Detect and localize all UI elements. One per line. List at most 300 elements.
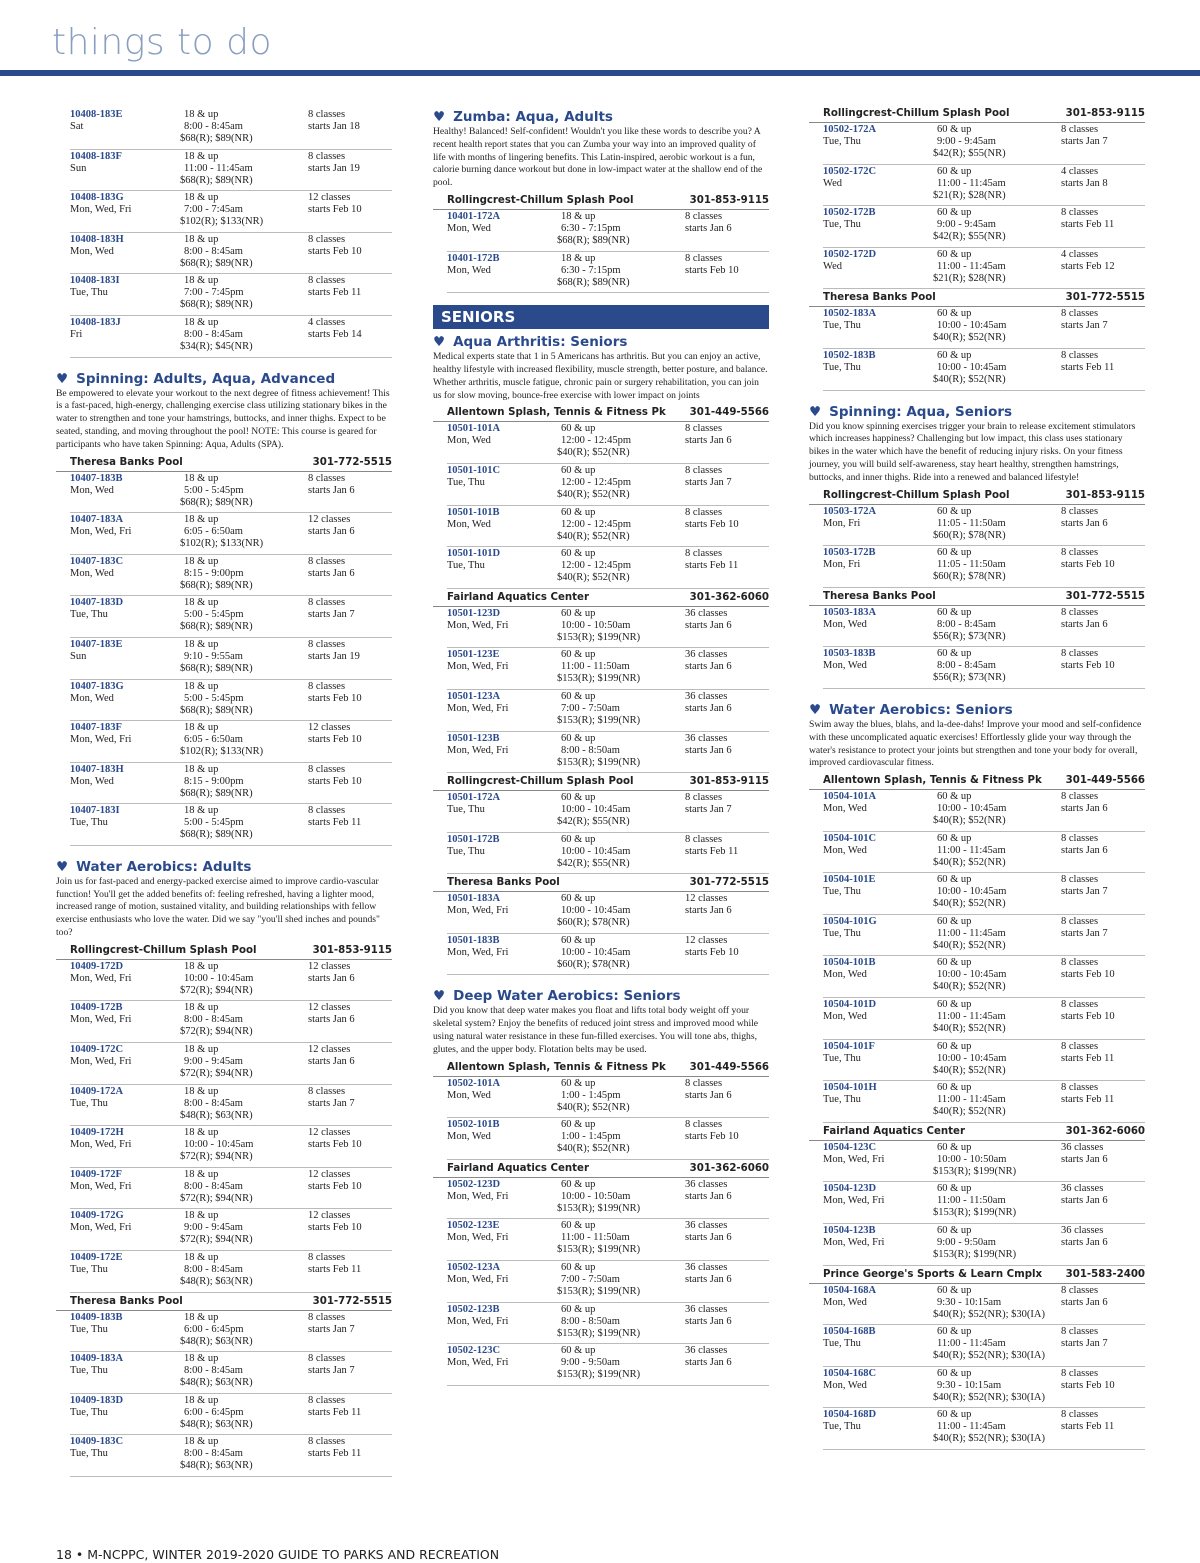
class-listing bbox=[823, 790, 1145, 832]
age-range: 18 & up bbox=[184, 233, 219, 245]
class-days: Tue, Thu bbox=[823, 1094, 861, 1106]
start-date: starts Jan 6 bbox=[1061, 844, 1108, 856]
start-date: starts Jan 19 bbox=[308, 162, 360, 174]
class-time: 9:30 - 10:15am bbox=[937, 1379, 1002, 1391]
class-listing bbox=[447, 1261, 769, 1303]
class-listing bbox=[823, 1325, 1145, 1367]
program-description: Join us for fast-paced and energy-packed exercise aimed to improve cardio-vascular function! You'll get the added benefits of: feeling refreshed, having a lighter mood, increased range of motion, sustained vitality, and building relationships with fellow exercise enthusiasts who love the water. Did we say "you'll shed inches and pounds" too? bbox=[56, 875, 380, 939]
class-time: 10:00 - 10:50am bbox=[561, 1190, 631, 1202]
class-count: 8 classes bbox=[308, 1085, 346, 1097]
course-code: 10502-123B bbox=[447, 1303, 500, 1315]
course-code: 10408-183I bbox=[70, 275, 120, 287]
class-count: 8 classes bbox=[308, 638, 346, 650]
program-title bbox=[433, 108, 769, 126]
course-code: 10407-183I bbox=[70, 805, 120, 817]
age-range: 18 & up bbox=[184, 1044, 219, 1056]
class-listing bbox=[447, 422, 769, 464]
class-days: Tue, Thu bbox=[823, 1052, 861, 1064]
start-date: starts Feb 10 bbox=[1061, 1011, 1115, 1023]
program-title-text: Water Aerobics: Seniors bbox=[829, 701, 1013, 718]
start-date: starts Feb 10 bbox=[1061, 1379, 1115, 1391]
program-title bbox=[433, 987, 769, 1005]
class-fee: $68(R); $89(NR) bbox=[180, 174, 253, 186]
course-code: 10502-101B bbox=[447, 1119, 500, 1131]
class-fee: $42(R); $55(NR) bbox=[557, 816, 630, 828]
class-fee: $68(R); $89(NR) bbox=[557, 234, 630, 246]
program-title-text: Aqua Arthritis: Seniors bbox=[453, 334, 628, 351]
age-range: 60 & up bbox=[937, 1225, 972, 1237]
age-range: 60 & up bbox=[561, 833, 596, 845]
class-listing bbox=[70, 804, 392, 846]
program-title bbox=[56, 858, 392, 876]
class-days: Mon, Wed bbox=[447, 518, 491, 530]
course-code: 10502-172D bbox=[823, 248, 877, 260]
start-date: starts Jan 6 bbox=[685, 702, 732, 714]
class-fee: $48(R); $63(NR) bbox=[180, 1335, 253, 1347]
class-listing bbox=[447, 210, 769, 252]
facility-name: Allentown Splash, Tennis & Fitness Pk bbox=[447, 1061, 666, 1073]
class-count: 8 classes bbox=[1061, 648, 1099, 660]
age-range: 18 & up bbox=[184, 1311, 219, 1323]
class-time: 6:00 - 6:45pm bbox=[184, 1323, 244, 1335]
class-days: Tue, Thu bbox=[823, 320, 861, 332]
class-fee: $42(R); $55(NR) bbox=[557, 857, 630, 869]
start-date: starts Feb 11 bbox=[1061, 1094, 1115, 1106]
start-date: starts Jan 7 bbox=[1061, 320, 1108, 332]
class-days: Mon, Fri bbox=[823, 559, 861, 571]
class-days: Mon, Wed, Fri bbox=[823, 1153, 885, 1165]
facility-name: Rollingcrest-Chillum Splash Pool bbox=[447, 194, 634, 206]
class-fee: $68(R); $89(NR) bbox=[180, 133, 253, 144]
class-listing bbox=[70, 1001, 392, 1043]
class-listing bbox=[70, 191, 392, 233]
start-date: starts Jan 6 bbox=[1061, 517, 1108, 529]
class-fee: $40(R); $52(NR) bbox=[557, 530, 630, 542]
start-date: starts Feb 14 bbox=[308, 328, 362, 340]
age-range: 18 & up bbox=[184, 316, 219, 328]
class-time: 12:00 - 12:45pm bbox=[561, 518, 631, 530]
age-range: 60 & up bbox=[937, 248, 972, 260]
class-listing bbox=[447, 690, 769, 732]
course-code: 10502-172A bbox=[823, 124, 877, 135]
start-date: starts Feb 10 bbox=[685, 1131, 739, 1143]
start-date: starts Jan 7 bbox=[1061, 136, 1108, 147]
class-days: Mon, Wed, Fri bbox=[447, 619, 509, 631]
age-range: 60 & up bbox=[937, 915, 972, 927]
class-count: 4 classes bbox=[308, 316, 346, 328]
age-range: 60 & up bbox=[561, 423, 596, 435]
facility-name: Fairland Aquatics Center bbox=[447, 1162, 589, 1174]
class-count: 8 classes bbox=[1061, 874, 1099, 886]
class-listing bbox=[447, 607, 769, 649]
class-count: 8 classes bbox=[308, 1394, 346, 1406]
age-range: 18 & up bbox=[184, 638, 219, 650]
age-range: 18 & up bbox=[184, 1127, 219, 1139]
class-time: 8:00 - 8:50am bbox=[561, 744, 620, 756]
class-days: Mon, Wed bbox=[823, 1011, 867, 1023]
program-title-text: Water Aerobics: Adults bbox=[76, 858, 252, 875]
class-fee: $153(R); $199(NR) bbox=[557, 714, 641, 726]
class-days: Mon, Wed bbox=[823, 1296, 867, 1308]
class-count: 4 classes bbox=[1061, 165, 1099, 177]
class-listing bbox=[823, 349, 1145, 391]
class-days: Mon, Wed, Fri bbox=[447, 946, 509, 958]
class-fee: $102(R); $133(NR) bbox=[180, 216, 264, 228]
class-time: 9:00 - 9:50am bbox=[937, 1237, 996, 1249]
class-fee: $68(R); $89(NR) bbox=[180, 704, 253, 716]
facility-header bbox=[809, 588, 1145, 606]
class-days: Mon, Wed bbox=[70, 245, 114, 257]
facility-phone: 301-853-9115 bbox=[312, 944, 392, 956]
heart-icon: ♥ bbox=[433, 334, 446, 351]
class-time: 6:30 - 7:15pm bbox=[561, 264, 621, 276]
class-count: 8 classes bbox=[1061, 1082, 1099, 1094]
facility-phone: 301-772-5515 bbox=[1065, 292, 1145, 304]
class-time: 10:00 - 10:50am bbox=[937, 1153, 1007, 1165]
class-listing bbox=[823, 505, 1145, 547]
course-code: 10501-172A bbox=[447, 792, 501, 804]
class-days: Mon, Wed bbox=[823, 803, 867, 815]
facility-phone: 301-853-9115 bbox=[689, 776, 769, 788]
class-fee: $68(R); $89(NR) bbox=[180, 496, 253, 508]
course-code: 10504-168B bbox=[823, 1326, 876, 1338]
class-days: Mon, Wed bbox=[447, 264, 491, 276]
start-date: starts Feb 10 bbox=[308, 245, 362, 257]
age-range: 60 & up bbox=[937, 1326, 972, 1338]
start-date: starts Jan 7 bbox=[685, 476, 732, 488]
class-count: 12 classes bbox=[308, 1127, 351, 1139]
class-count: 8 classes bbox=[308, 472, 346, 484]
class-days: Mon, Wed bbox=[823, 844, 867, 856]
facility-name: Fairland Aquatics Center bbox=[447, 591, 589, 603]
age-range: 18 & up bbox=[184, 597, 219, 609]
class-count: 8 classes bbox=[685, 792, 723, 804]
facility-header bbox=[433, 192, 769, 210]
class-time: 11:00 - 11:45am bbox=[937, 1011, 1006, 1023]
class-days: Mon, Wed bbox=[447, 435, 491, 447]
start-date: starts Jan 6 bbox=[685, 1274, 732, 1286]
facility-name: Prince George's Sports & Learn Cmplx bbox=[823, 1268, 1043, 1280]
class-fee: $72(R); $94(NR) bbox=[180, 1151, 253, 1163]
class-time: 11:00 - 11:45am bbox=[937, 1421, 1006, 1433]
facility-phone: 301-853-9115 bbox=[1065, 108, 1145, 119]
age-range: 60 & up bbox=[937, 505, 972, 517]
course-code: 10501-101B bbox=[447, 506, 500, 518]
age-range: 18 & up bbox=[184, 1168, 219, 1180]
class-count: 36 classes bbox=[685, 1303, 728, 1315]
course-code: 10502-172B bbox=[823, 207, 876, 219]
start-date: starts Feb 12 bbox=[1061, 260, 1115, 272]
age-range: 60 & up bbox=[937, 1141, 972, 1153]
class-time: 11:05 - 11:50am bbox=[937, 559, 1006, 571]
course-code: 10503-172B bbox=[823, 547, 876, 559]
class-count: 36 classes bbox=[685, 1178, 728, 1190]
class-count: 8 classes bbox=[1061, 349, 1099, 361]
class-listing bbox=[823, 832, 1145, 874]
facility-name: Rollingcrest-Chillum Splash Pool bbox=[70, 944, 257, 956]
class-time: 8:00 - 8:45am bbox=[184, 328, 243, 340]
class-listing bbox=[823, 873, 1145, 915]
course-code: 10503-172A bbox=[823, 505, 877, 517]
class-listing bbox=[447, 892, 769, 934]
course-code: 10407-183D bbox=[70, 597, 124, 609]
class-fee: $40(R); $52(NR) bbox=[557, 572, 630, 584]
heart-icon: ♥ bbox=[809, 403, 822, 420]
class-count: 8 classes bbox=[308, 150, 346, 162]
class-count: 8 classes bbox=[308, 109, 346, 120]
start-date: starts Feb 11 bbox=[1061, 219, 1115, 231]
class-fee: $153(R); $199(NR) bbox=[557, 1327, 641, 1339]
class-fee: $42(R); $55(NR) bbox=[933, 148, 1006, 159]
class-listing bbox=[447, 1077, 769, 1119]
facility-header bbox=[433, 404, 769, 422]
class-count: 8 classes bbox=[1061, 1326, 1099, 1338]
start-date: starts Jan 6 bbox=[685, 1232, 732, 1244]
class-count: 36 classes bbox=[1061, 1225, 1104, 1237]
facility-name: Theresa Banks Pool bbox=[823, 292, 936, 304]
start-date: starts Feb 10 bbox=[308, 1180, 362, 1192]
course-code: 10501-101A bbox=[447, 423, 501, 435]
heart-icon: ♥ bbox=[56, 858, 69, 875]
class-fee: $60(R); $78(NR) bbox=[557, 958, 630, 970]
class-listing bbox=[447, 833, 769, 875]
course-code: 10504-101G bbox=[823, 915, 877, 927]
class-listing bbox=[823, 206, 1145, 248]
class-listing bbox=[70, 513, 392, 555]
start-date: starts Jan 6 bbox=[1061, 1195, 1108, 1207]
class-time: 9:10 - 9:55am bbox=[184, 650, 243, 662]
class-time: 6:05 - 6:50am bbox=[184, 734, 243, 746]
start-date: starts Jan 6 bbox=[685, 222, 732, 234]
class-fee: $40(R); $52(NR) bbox=[933, 856, 1006, 868]
class-fee: $153(R); $199(NR) bbox=[557, 1244, 641, 1256]
class-fee: $40(R); $52(NR); $30(IA) bbox=[933, 1350, 1045, 1362]
course-code: 10501-101D bbox=[447, 548, 501, 560]
course-code: 10501-183B bbox=[447, 934, 500, 946]
class-listing bbox=[823, 998, 1145, 1040]
class-time: 10:00 - 10:45am bbox=[937, 969, 1007, 981]
column-3 bbox=[809, 108, 1145, 1450]
class-days: Tue, Thu bbox=[823, 136, 861, 147]
class-fee: $68(R); $89(NR) bbox=[180, 621, 253, 633]
age-range: 60 & up bbox=[937, 165, 972, 177]
class-fee: $40(R); $52(NR); $30(IA) bbox=[933, 1433, 1045, 1445]
start-date: starts Jan 7 bbox=[308, 1323, 355, 1335]
class-fee: $40(R); $52(NR); $30(IA) bbox=[933, 1308, 1045, 1320]
start-date: starts Jan 6 bbox=[1061, 1237, 1108, 1249]
class-time: 11:00 - 11:50am bbox=[937, 1195, 1006, 1207]
facility-phone: 301-362-6060 bbox=[1065, 1125, 1145, 1137]
start-date: starts Jan 8 bbox=[1061, 177, 1108, 189]
class-fee: $153(R); $199(NR) bbox=[933, 1165, 1017, 1177]
age-range: 60 & up bbox=[561, 607, 596, 619]
class-fee: $72(R); $94(NR) bbox=[180, 984, 253, 996]
facility-phone: 301-772-5515 bbox=[1065, 590, 1145, 602]
class-days: Tue, Thu bbox=[70, 609, 108, 621]
class-days: Tue, Thu bbox=[823, 361, 861, 373]
class-time: 11:00 - 11:45am bbox=[937, 1338, 1006, 1350]
class-time: 10:00 - 10:45am bbox=[937, 361, 1007, 373]
class-time: 9:00 - 9:45am bbox=[937, 136, 996, 147]
class-count: 8 classes bbox=[308, 233, 346, 245]
class-fee: $153(R); $199(NR) bbox=[557, 756, 641, 768]
class-count: 12 classes bbox=[308, 722, 351, 734]
class-time: 7:00 - 7:50am bbox=[561, 702, 620, 714]
facility-phone: 301-362-6060 bbox=[689, 1162, 769, 1174]
start-date: starts Feb 10 bbox=[308, 1222, 362, 1234]
class-days: Mon, Wed, Fri bbox=[447, 1232, 509, 1244]
age-range: 60 & up bbox=[937, 874, 972, 886]
class-fee: $40(R); $52(NR) bbox=[933, 815, 1006, 827]
course-code: 10408-183F bbox=[70, 150, 122, 162]
class-time: 11:00 - 11:50am bbox=[561, 661, 630, 673]
class-time: 9:30 - 10:15am bbox=[937, 1296, 1002, 1308]
start-date: starts Feb 10 bbox=[308, 775, 362, 787]
class-time: 10:00 - 10:45am bbox=[937, 803, 1007, 815]
course-code: 10503-183A bbox=[823, 606, 877, 618]
start-date: starts Jan 6 bbox=[685, 661, 732, 673]
class-days: Tue, Thu bbox=[447, 476, 485, 488]
start-date: starts Feb 10 bbox=[685, 264, 739, 276]
program-title bbox=[809, 403, 1145, 421]
class-time: 6:05 - 6:50am bbox=[184, 526, 243, 538]
class-fee: $60(R); $78(NR) bbox=[557, 917, 630, 929]
class-listing bbox=[447, 1303, 769, 1345]
age-range: 18 & up bbox=[184, 680, 219, 692]
class-count: 8 classes bbox=[308, 597, 346, 609]
start-date: starts Jan 7 bbox=[1061, 927, 1108, 939]
program-title-text: Zumba: Aqua, Adults bbox=[453, 109, 613, 125]
age-range: 60 & up bbox=[561, 1345, 596, 1357]
class-time: 8:00 - 8:45am bbox=[937, 660, 996, 672]
class-fee: $48(R); $63(NR) bbox=[180, 1418, 253, 1430]
course-code: 10504-123B bbox=[823, 1225, 876, 1237]
age-range: 60 & up bbox=[937, 648, 972, 660]
class-fee: $40(R); $52(NR) bbox=[933, 1106, 1006, 1118]
class-listing bbox=[823, 647, 1145, 689]
program-description: Did you know spinning exercises trigger your brain to release excitement stimulators which increases happiness? Challenging but low impact, this class uses stationary bikes in the water which have the benefit of reducing injury risks. On your fitness journey, you will build self-awareness, stay heart healthy, strengthen hamstrings, buttocks, and inner thighs. Ride into a renewed and balanced lifestyle! bbox=[809, 420, 1136, 483]
age-range: 18 & up bbox=[184, 192, 219, 204]
class-days: Mon, Wed, Fri bbox=[447, 1190, 509, 1202]
class-days: Mon, Wed bbox=[70, 692, 114, 704]
class-count: 12 classes bbox=[308, 514, 351, 526]
course-code: 10504-168D bbox=[823, 1409, 877, 1421]
class-count: 8 classes bbox=[1061, 547, 1099, 559]
class-count: 36 classes bbox=[685, 732, 728, 744]
class-fee: $21(R); $28(NR) bbox=[933, 272, 1006, 284]
class-time: 5:00 - 5:45pm bbox=[184, 817, 244, 829]
age-range: 60 & up bbox=[561, 649, 596, 661]
class-fee: $68(R); $89(NR) bbox=[180, 787, 253, 799]
class-fee: $40(R); $52(NR) bbox=[933, 939, 1006, 951]
class-days: Mon, Fri bbox=[823, 517, 861, 529]
class-time: 8:00 - 8:45am bbox=[184, 1014, 243, 1026]
class-listing bbox=[70, 1209, 392, 1251]
program-title bbox=[56, 370, 392, 388]
course-code: 10407-183F bbox=[70, 722, 122, 734]
class-days: Tue, Thu bbox=[823, 1421, 861, 1433]
class-time: 8:15 - 9:00pm bbox=[184, 775, 244, 787]
class-count: 8 classes bbox=[308, 763, 346, 775]
class-fee: $40(R); $52(NR) bbox=[933, 1064, 1006, 1076]
class-count: 8 classes bbox=[308, 1436, 346, 1448]
course-code: 10501-172B bbox=[447, 833, 500, 845]
class-listing bbox=[70, 233, 392, 275]
start-date: starts Jan 6 bbox=[308, 1014, 355, 1026]
class-days: Tue, Thu bbox=[70, 1365, 108, 1377]
class-fee: $68(R); $89(NR) bbox=[180, 579, 253, 591]
facility-name: Allentown Splash, Tennis & Fitness Pk bbox=[823, 775, 1042, 787]
course-code: 10409-183D bbox=[70, 1394, 124, 1406]
facility-header bbox=[809, 1266, 1145, 1284]
age-range: 18 & up bbox=[184, 805, 219, 817]
start-date: starts Feb 11 bbox=[308, 1264, 362, 1276]
class-time: 7:00 - 7:45pm bbox=[184, 287, 244, 299]
age-range: 18 & up bbox=[184, 275, 219, 287]
class-days: Tue, Thu bbox=[70, 1448, 108, 1460]
course-code: 10409-183B bbox=[70, 1311, 123, 1323]
course-code: 10504-168C bbox=[823, 1367, 877, 1379]
class-time: 1:00 - 1:45pm bbox=[561, 1089, 621, 1101]
class-listing bbox=[447, 252, 769, 294]
course-code: 10501-123D bbox=[447, 607, 501, 619]
course-code: 10407-183C bbox=[70, 555, 124, 567]
class-time: 9:00 - 9:50am bbox=[561, 1357, 620, 1369]
class-listing bbox=[823, 546, 1145, 588]
facility-header bbox=[433, 874, 769, 892]
facility-header bbox=[433, 1059, 769, 1077]
class-days: Tue, Thu bbox=[70, 287, 108, 299]
class-count: 8 classes bbox=[308, 275, 346, 287]
header-rule bbox=[0, 70, 1200, 76]
course-code: 10502-101A bbox=[447, 1077, 501, 1089]
age-range: 18 & up bbox=[561, 210, 596, 222]
age-range: 60 & up bbox=[561, 792, 596, 804]
age-range: 60 & up bbox=[561, 1262, 596, 1274]
start-date: starts Jan 7 bbox=[1061, 886, 1108, 898]
class-count: 12 classes bbox=[308, 1210, 351, 1222]
age-range: 18 & up bbox=[184, 1210, 219, 1222]
start-date: starts Jan 7 bbox=[685, 804, 732, 816]
facility-phone: 301-449-5566 bbox=[689, 1061, 769, 1073]
start-date: starts Jan 6 bbox=[685, 1315, 732, 1327]
course-code: 10408-183J bbox=[70, 316, 121, 328]
class-listing bbox=[447, 1178, 769, 1220]
class-count: 8 classes bbox=[308, 1252, 346, 1264]
class-time: 11:05 - 11:50am bbox=[937, 517, 1006, 529]
class-time: 11:00 - 11:45am bbox=[937, 927, 1006, 939]
facility-phone: 301-449-5566 bbox=[689, 407, 769, 419]
class-days: Mon, Wed, Fri bbox=[70, 1180, 132, 1192]
class-days: Sun bbox=[70, 162, 87, 174]
facility-header bbox=[433, 589, 769, 607]
class-listing bbox=[70, 1126, 392, 1168]
class-time: 12:00 - 12:45pm bbox=[561, 435, 631, 447]
class-time: 5:00 - 5:45pm bbox=[184, 609, 244, 621]
class-count: 36 classes bbox=[1061, 1141, 1104, 1153]
start-date: starts Jan 7 bbox=[308, 1097, 355, 1109]
facility-name: Theresa Banks Pool bbox=[447, 877, 560, 889]
class-listing bbox=[823, 1367, 1145, 1409]
age-range: 18 & up bbox=[184, 960, 219, 972]
class-count: 8 classes bbox=[685, 506, 723, 518]
course-code: 10504-101B bbox=[823, 957, 876, 969]
facility-header bbox=[56, 1293, 392, 1311]
facility-name: Theresa Banks Pool bbox=[823, 590, 936, 602]
course-code: 10504-101A bbox=[823, 791, 877, 803]
class-count: 8 classes bbox=[685, 210, 723, 222]
class-time: 9:00 - 9:45am bbox=[184, 1056, 243, 1068]
